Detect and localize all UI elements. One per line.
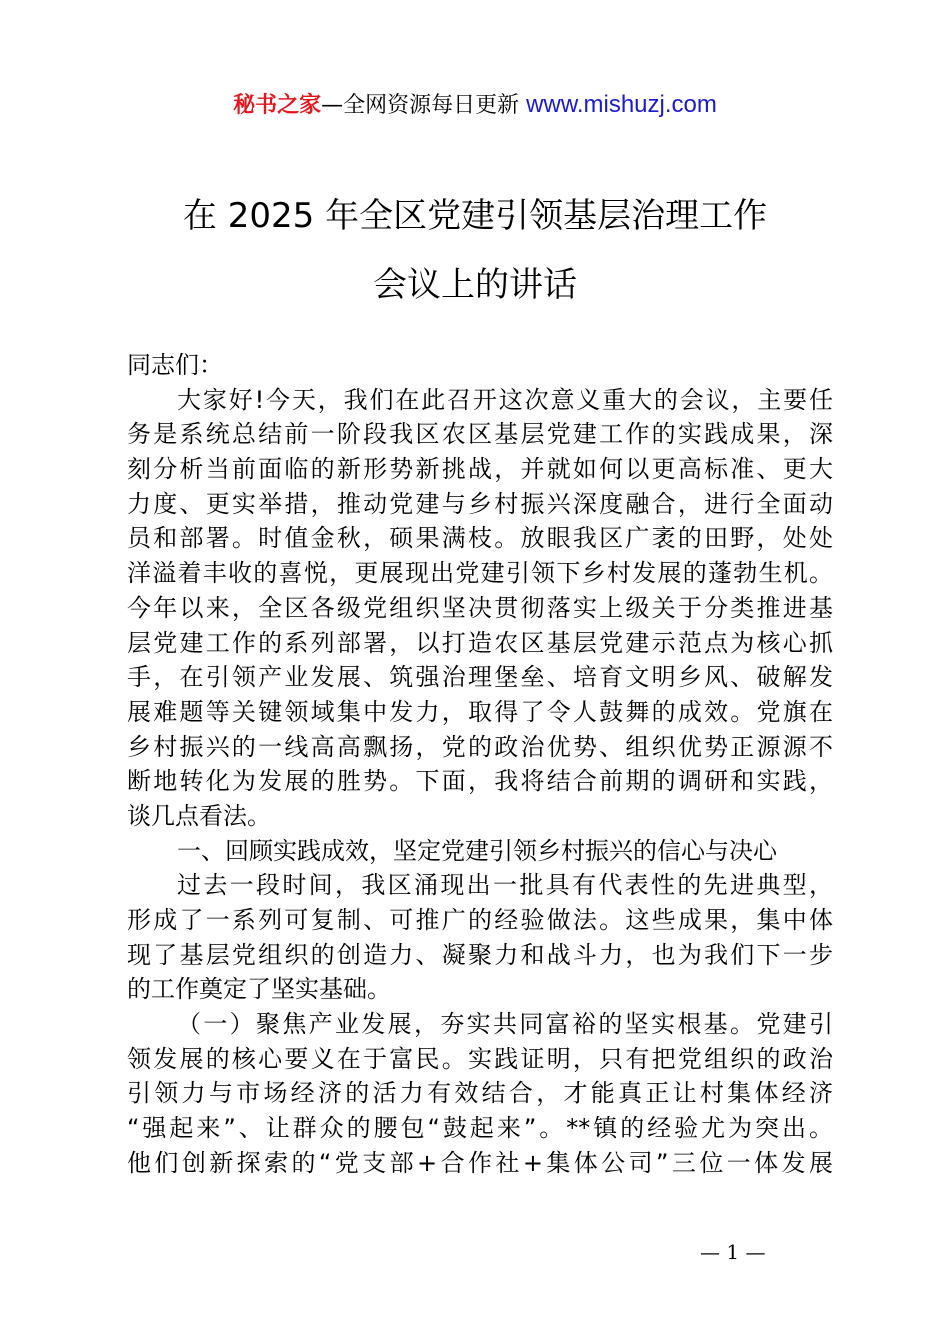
text-line: 力度、更实举措，推动党建与乡村振兴深度融合，进行全面动 [127, 489, 833, 518]
site-slogan: —全网资源每日更新 [321, 93, 527, 118]
text-line: 过去一段时间，我区涌现出一批具有代表性的先进典型， [177, 871, 833, 900]
text-line: 形成了一系列可复制、可推广的经验做法。这些成果，集中体 [127, 906, 833, 934]
section-heading: 一、回顾实践成效，坚定党建引领乡村振兴的信心与决心 [177, 836, 777, 865]
text-line: 洋溢着丰收的喜悦，更展现出党建引领下乡村发展的蓬勃生机。 [127, 559, 833, 588]
text-line: 层党建工作的系列部署，以打造农区基层党建示范点为核心抓 [127, 628, 833, 657]
site-url-link[interactable]: www.mishuzj.com [526, 91, 717, 118]
text-line: 断地转化为发展的胜势。下面，我将结合前期的调研和实践， [127, 767, 833, 796]
text-line: 刻分析当前面临的新形势新挑战，并就如何以更高标准、更大 [127, 455, 833, 484]
text-line: 他们创新探索的“党支部+合作社+集体公司”三位一体发展 [127, 1148, 833, 1177]
text-line: 领发展的核心要义在于富民。实践证明，只有把党组织的政治 [127, 1044, 833, 1073]
text-line: 现了基层党组织的创造力、凝聚力和战斗力，也为我们下一步 [127, 940, 833, 969]
text-line: 展难题等关键领域集中发力，取得了令人鼓舞的成效。党旗在 [127, 697, 833, 726]
page-number: — 1 — [700, 1240, 766, 1264]
salutation: 同志们： [127, 351, 223, 379]
text-line: 谈几点看法。 [127, 801, 271, 830]
text-line: 手，在引领产业发展、筑强治理堡垒、培育文明乡风、破解发 [127, 663, 833, 692]
text-line: 今年以来，全区各级党组织坚决贯彻落实上级关于分类推进基 [127, 593, 833, 622]
text-line: “强起来”、让群众的腰包“鼓起来”。**镇的经验尤为突出。 [127, 1114, 833, 1143]
document-title-line-1: 在 2025 年全区党建引领基层治理工作 [182, 196, 768, 236]
site-brand: 秘书之家 [233, 93, 322, 118]
text-line: 务是系统总结前一阶段我区农区基层党建工作的实践成果，深 [127, 420, 833, 449]
subsection-heading: （一）聚焦产业发展，夯实共同富裕的坚实根基。党建引 [177, 1010, 833, 1039]
text-line: 引领力与市场经济的活力有效结合，才能真正让村集体经济 [127, 1079, 833, 1108]
text-line: 大家好!今天，我们在此召开这次意义重大的会议，主要任 [177, 385, 833, 414]
text-line: 的工作奠定了坚实基础。 [127, 975, 391, 1004]
text-line: 员和部署。时值金秋，硕果满枝。放眼我区广袤的田野，处处 [127, 524, 833, 553]
site-banner [0, 88, 950, 119]
document-title-line-2: 会议上的讲话 [373, 265, 577, 305]
document-body [127, 348, 833, 1181]
text-line: 乡村振兴的一线高高飘扬，党的政治优势、组织优势正源源不 [127, 732, 833, 761]
